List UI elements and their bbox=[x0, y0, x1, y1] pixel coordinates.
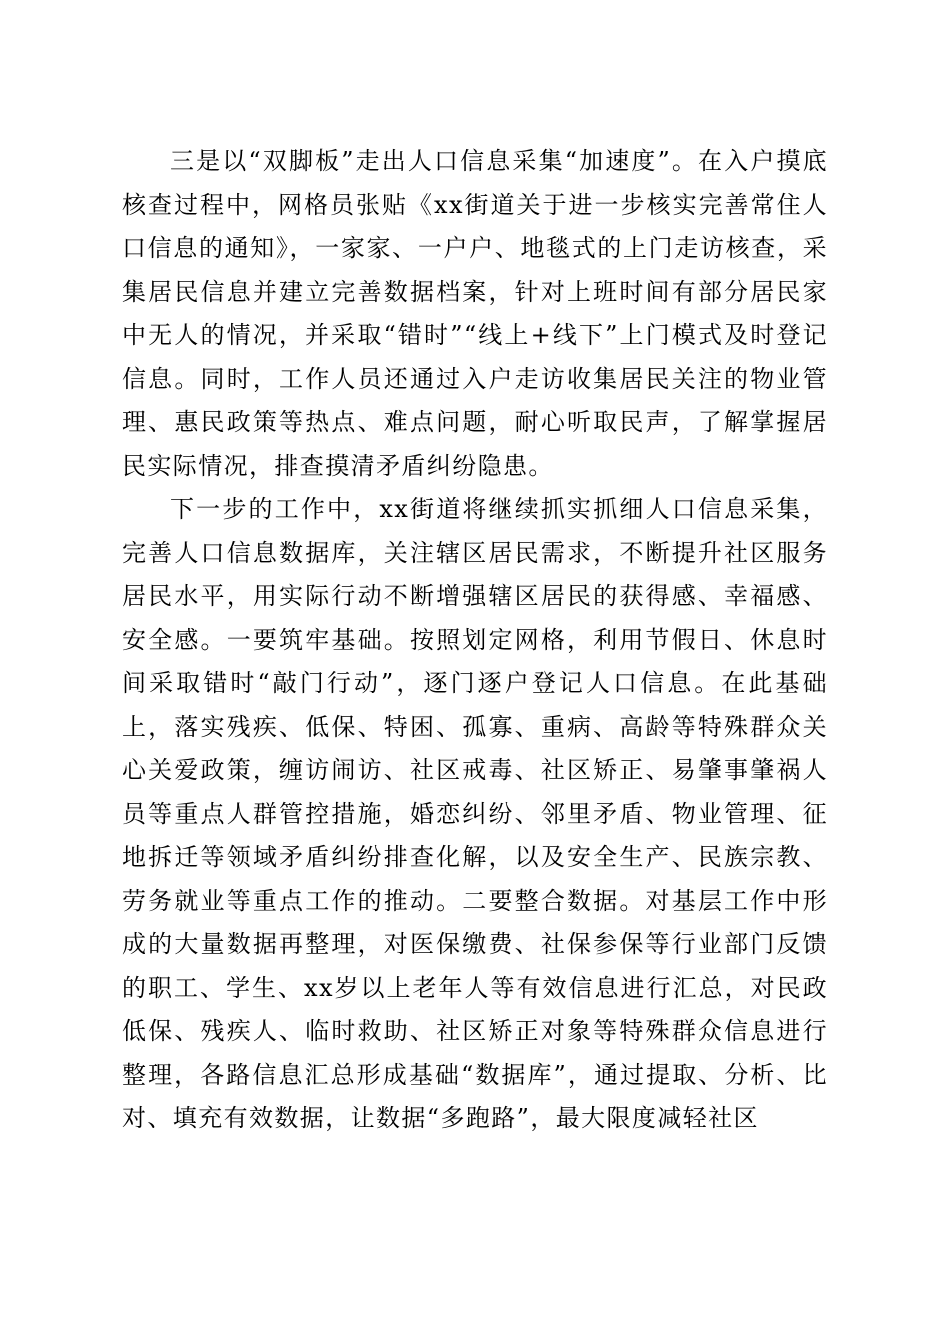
paragraph-population-info-collection: 三是以“双脚板”走出人口信息采集“加速度”。在入户摸底核查过程中，网格员张贴《xx街道关于进一步核实完善常住人口信息的通知》，一家家、一户户、地毯式的上门走访核查，采集居民信息并建立完善数据档案，针对上班时间有部分居民家中无人的情况，并采取“错时”“线上+线下”上门模式及时登记信息。同时，工作人员还通过入户走访收集居民关注的物业管理、惠民政策等热点、难点问题，耐心听取民声，了解掌握居民实际情况，排查摸清矛盾纠纷隐患。 bbox=[122, 147, 828, 480]
paragraph-next-steps: 下一步的工作中，xx街道将继续抓实抓细人口信息采集，完善人口信息数据库，关注辖区居民需求，不断提升社区服务居民水平，用实际行动不断增强辖区居民的获得感、幸福感、安全感。一要筑牢基础。按照划定网格，利用节假日、休息时间采取错时“敲门行动”，逐门逐户登记人口信息。在此基础上，落实残疾、低保、特困、孤寡、重病、高龄等特殊群众关心关爱政策，缠访闹访、社区戒毒、社区矫正、易肇事肇祸人员等重点人群管控措施，婚恋纠纷、邻里矛盾、物业管理、征地拆迁等领域矛盾纠纷排查化解，以及安全生产、民族宗教、劳务就业等重点工作的推动。二要整合数据。对基层工作中形成的大量数据再整理，对医保缴费、社保参保等行业部门反馈的职工、学生、xx岁以上老年人等有效信息进行汇总，对民政低保、残疾人、临时救助、社区矫正对象等特殊群众信息进行整理，各路信息汇总形成基础“数据库”，通过提取、分析、比对、填充有效数据，让数据“多跑路”，最大限度减轻社区 bbox=[122, 495, 828, 1132]
document-body bbox=[122, 140, 828, 1141]
